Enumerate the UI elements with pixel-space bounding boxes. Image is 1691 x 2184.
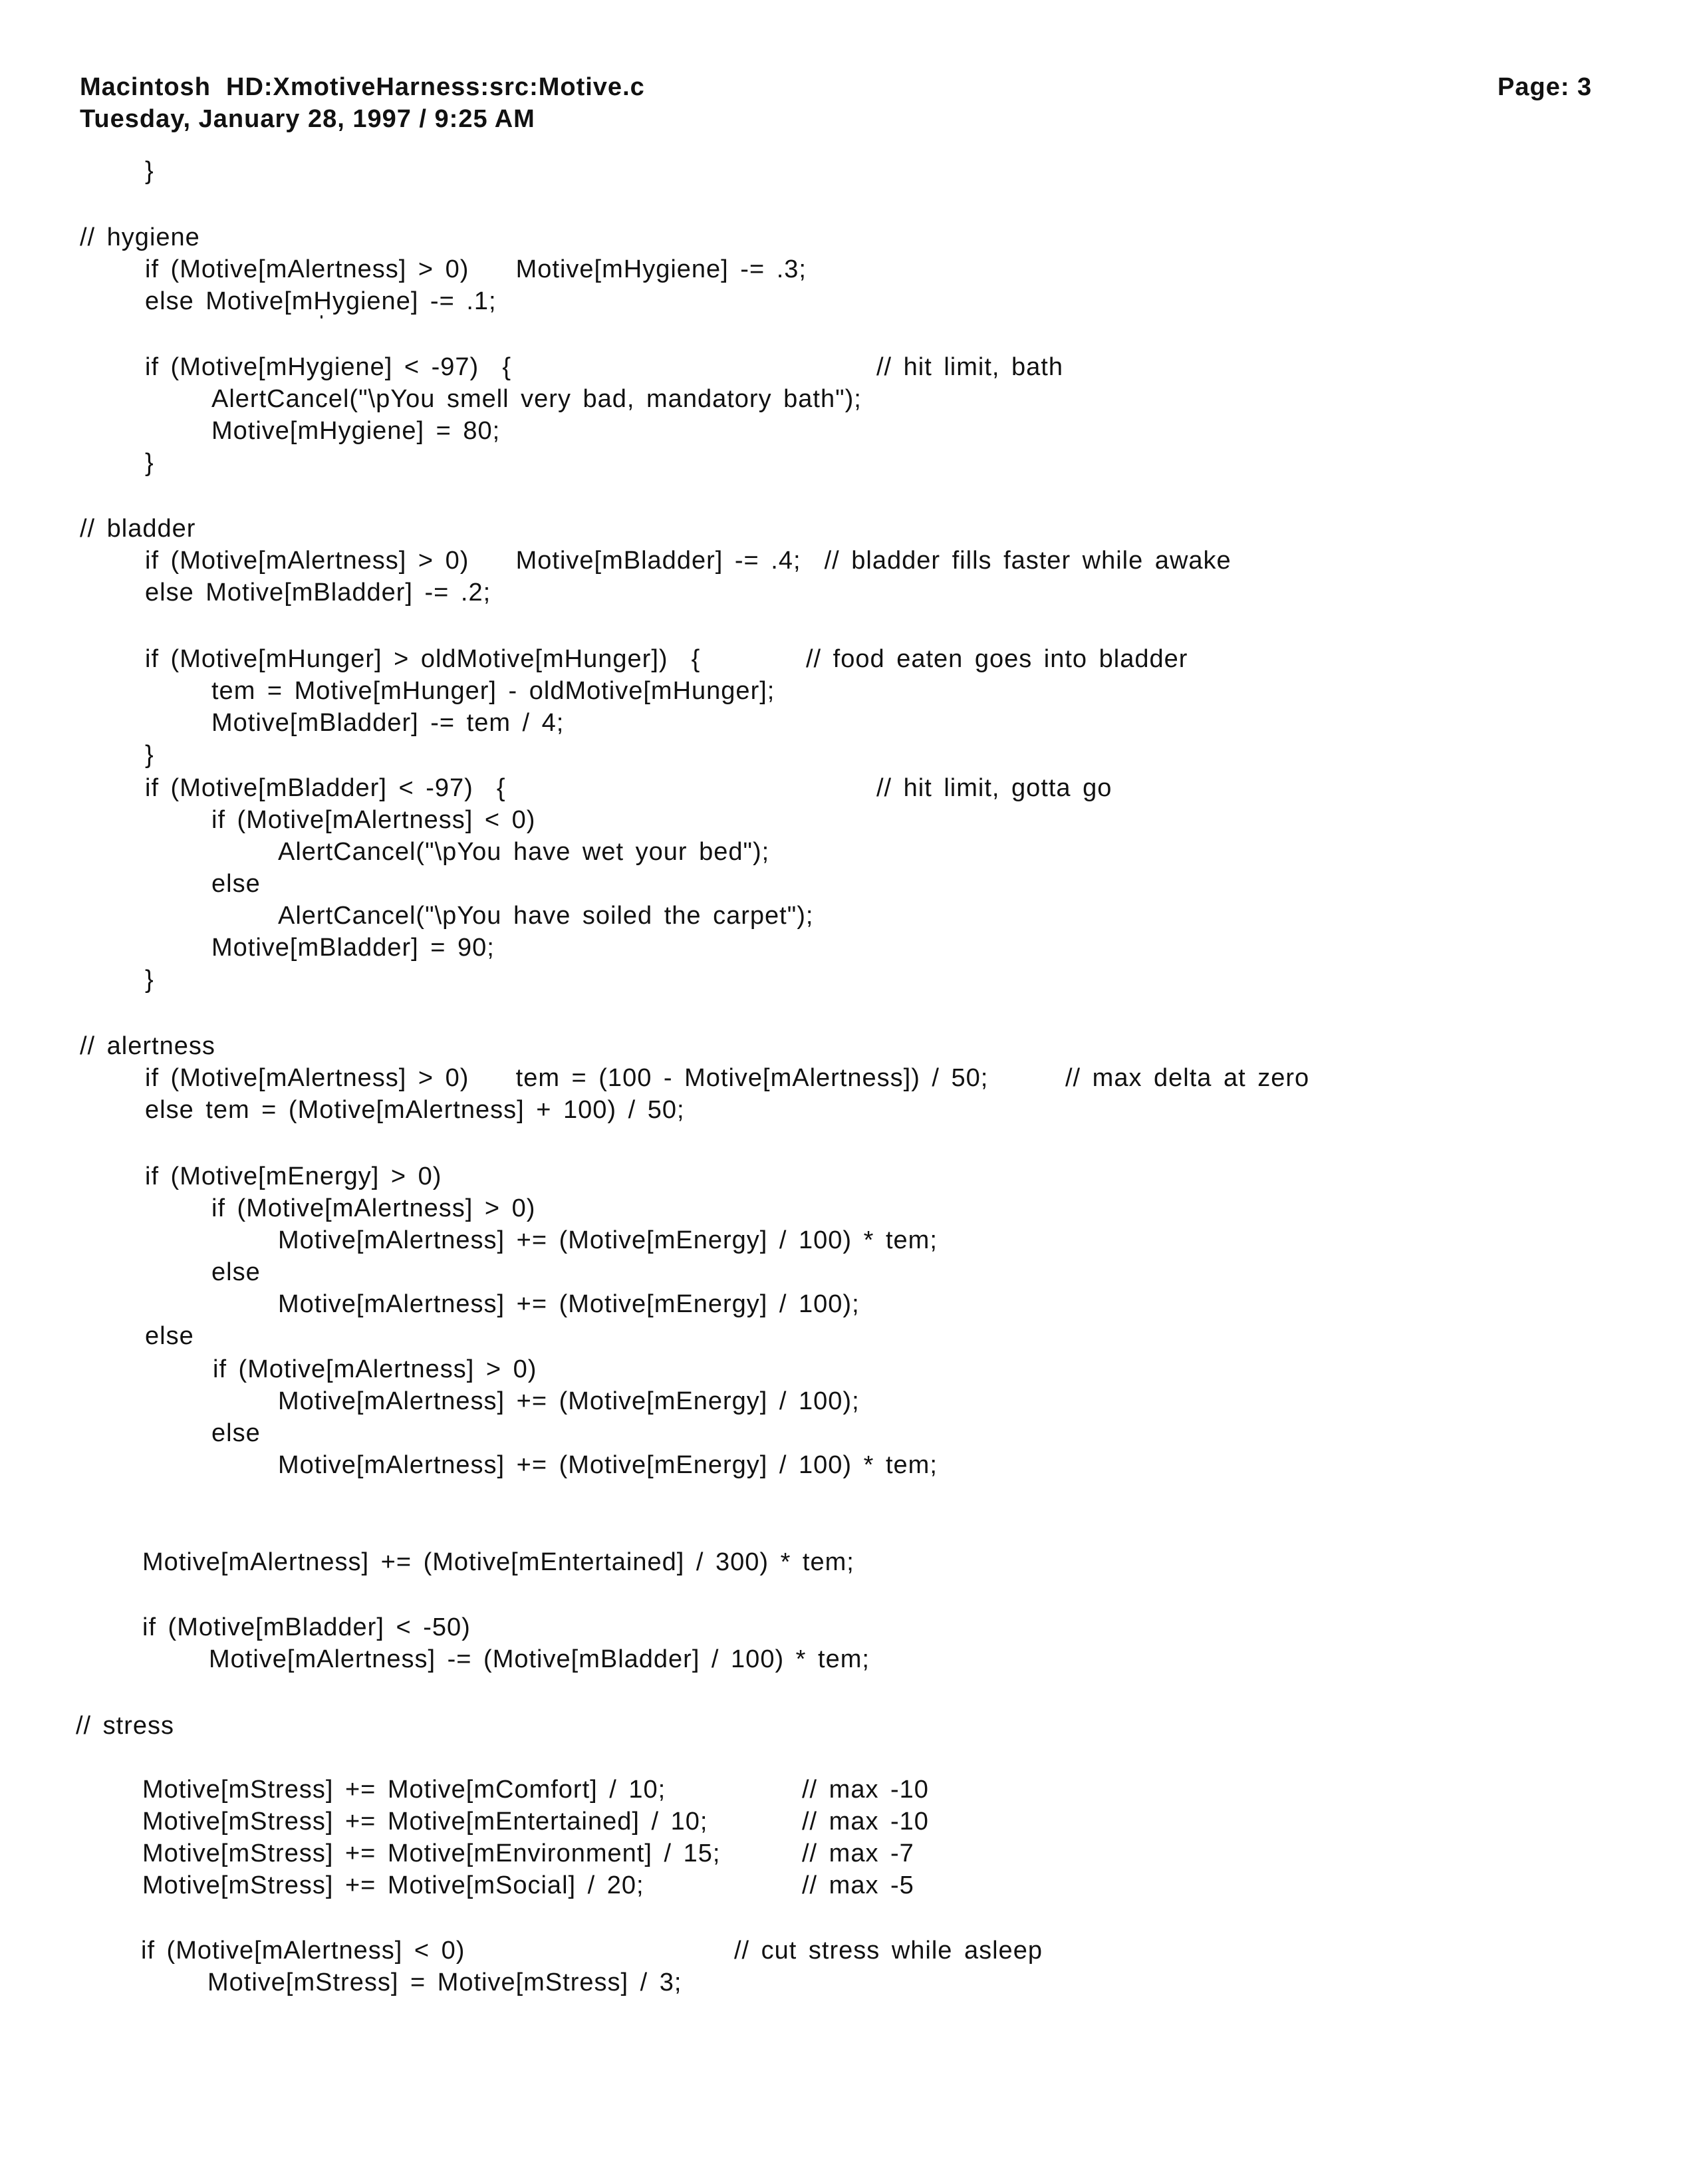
code-line: else [211, 870, 261, 898]
code-comment: // hit limit, gotta go [876, 774, 1112, 802]
code-comment: // max -7 [802, 1840, 914, 1867]
code-line: if (Motive[mAlertness] < 0) [141, 1937, 465, 1965]
code-line: Motive[mAlertness] -= (Motive[mBladder] / 100) * tem; [209, 1645, 870, 1673]
code-comment: // max -10 [802, 1776, 929, 1804]
code-line: } [145, 157, 154, 185]
code-line: if (Motive[mEnergy] > 0) [145, 1162, 442, 1190]
code-line: } [145, 741, 154, 769]
code-line: if (Motive[mAlertness] > 0) tem = (100 - Motive[mAlertness]) / 50; [145, 1064, 989, 1092]
code-line: else [211, 1258, 261, 1286]
code-comment: // food eaten goes into bladder [806, 645, 1188, 673]
code-line: Motive[mAlertness] += (Motive[mEnergy] / 100) * tem; [278, 1226, 938, 1254]
code-line: // stress [76, 1712, 175, 1740]
code-line: Motive[mAlertness] += (Motive[mEnergy] / 100); [278, 1290, 860, 1318]
code-comment: // max -10 [802, 1808, 929, 1836]
code-line: Motive[mStress] += Motive[mEntertained] / 10; [142, 1808, 708, 1836]
code-line: if (Motive[mBladder] < -50) [142, 1613, 471, 1641]
code-comment: // max -5 [802, 1871, 914, 1899]
code-line: Motive[mStress] = Motive[mStress] / 3; [207, 1969, 682, 1996]
code-line: if (Motive[mHunger] > oldMotive[mHunger]) { [145, 645, 701, 673]
code-comment: // hit limit, bath [876, 353, 1063, 381]
file-path-header: Macintosh HD:XmotiveHarness:src:Motive.c [80, 73, 645, 101]
code-line: AlertCancel("\pYou have soiled the carpet"); [278, 902, 814, 930]
print-speck [321, 315, 323, 319]
code-line: else [145, 1322, 194, 1350]
code-line: AlertCancel("\pYou have wet your bed"); [278, 838, 770, 866]
code-line: if (Motive[mBladder] < -97) { [145, 774, 506, 802]
code-line: Motive[mBladder] = 90; [211, 934, 495, 962]
code-line: Motive[mStress] += Motive[mEnvironment] / 15; [142, 1840, 721, 1867]
print-date-header: Tuesday, January 28, 1997 / 9:25 AM [80, 105, 535, 133]
code-line: else tem = (Motive[mAlertness] + 100) / 50; [145, 1096, 685, 1124]
code-line: if (Motive[mAlertness] > 0) [211, 1194, 536, 1222]
code-line: Motive[mStress] += Motive[mSocial] / 20; [142, 1871, 644, 1899]
code-line: else Motive[mHygiene] -= .1; [145, 287, 497, 315]
code-line: Motive[mStress] += Motive[mComfort] / 10; [142, 1776, 666, 1804]
code-line: // alertness [80, 1032, 215, 1060]
code-line: if (Motive[mAlertness] > 0) Motive[mHygiene] -= .3; [145, 255, 807, 283]
code-line: Motive[mAlertness] += (Motive[mEnergy] / 100); [278, 1387, 860, 1415]
code-line: if (Motive[mAlertness] > 0) [213, 1355, 537, 1383]
code-line: if (Motive[mAlertness] > 0) Motive[mBladder] -= .4; // bladder fills faster while awake [145, 547, 1232, 575]
code-line: else Motive[mBladder] -= .2; [145, 579, 491, 607]
code-line: else [211, 1419, 261, 1447]
code-line: AlertCancel("\pYou smell very bad, mandatory bath"); [211, 385, 862, 413]
code-comment: // max delta at zero [1065, 1064, 1310, 1092]
code-line: Motive[mBladder] -= tem / 4; [211, 709, 565, 737]
page-number: Page: 3 [1497, 73, 1593, 101]
code-line: Motive[mAlertness] += (Motive[mEnergy] / 100) * tem; [278, 1451, 938, 1479]
code-comment: // cut stress while asleep [734, 1937, 1043, 1965]
code-line: tem = Motive[mHunger] - oldMotive[mHunger]; [211, 677, 775, 705]
code-line: } [145, 966, 154, 994]
code-line: Motive[mHygiene] = 80; [211, 417, 501, 445]
code-line: if (Motive[mAlertness] < 0) [211, 806, 536, 834]
code-line: Motive[mAlertness] += (Motive[mEntertained] / 300) * tem; [142, 1548, 854, 1576]
code-line: if (Motive[mHygiene] < -97) { [145, 353, 512, 381]
code-line: // hygiene [80, 223, 200, 251]
code-line: // bladder [80, 515, 196, 543]
code-line: } [145, 449, 154, 477]
